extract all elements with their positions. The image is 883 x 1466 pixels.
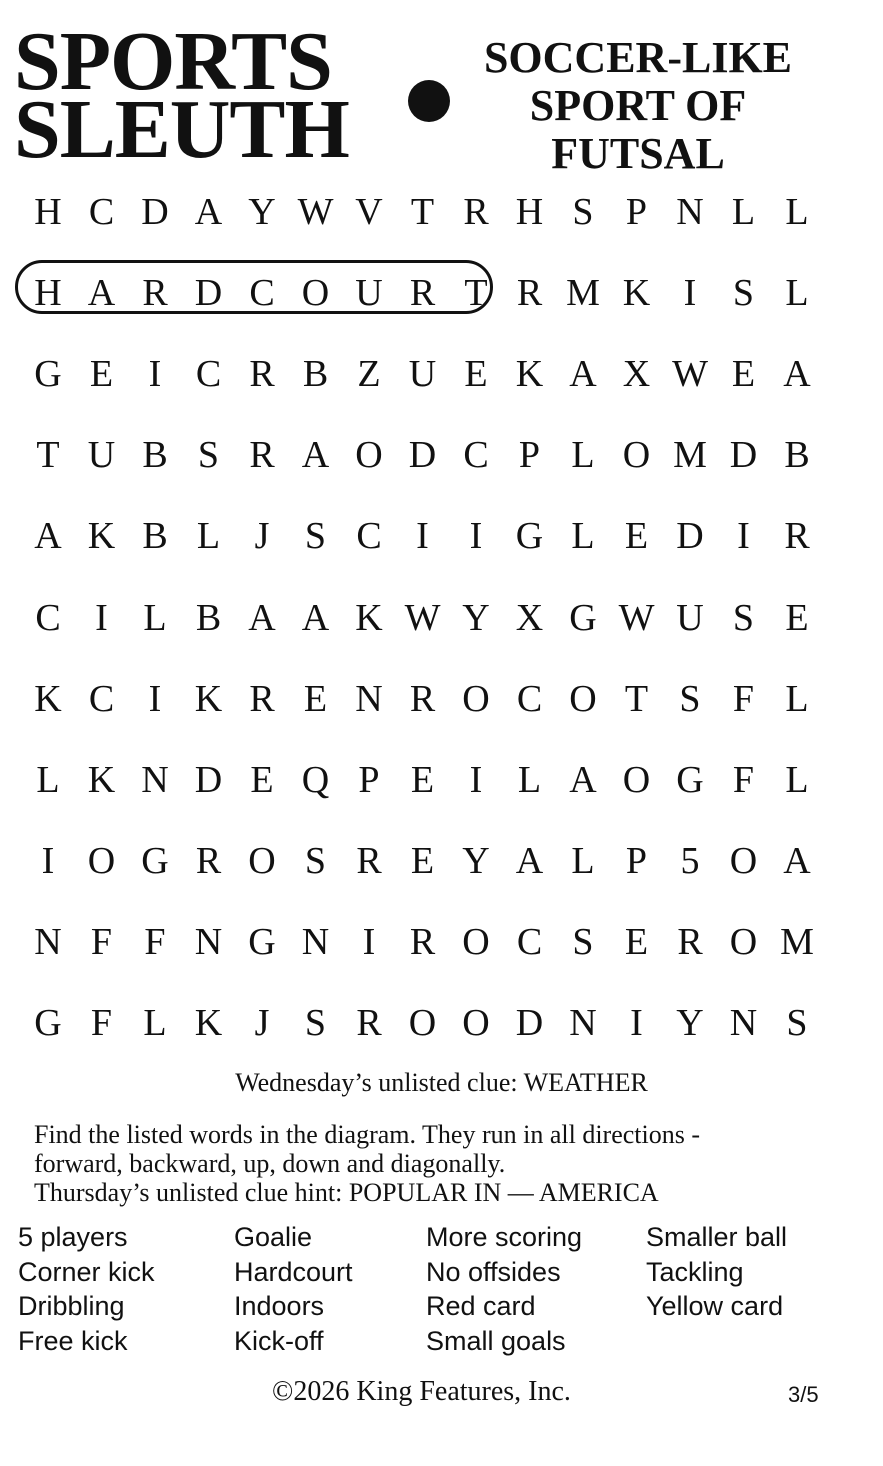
grid-letter: G — [676, 758, 704, 801]
grid-letter: K — [515, 353, 544, 396]
grid-letter: N — [194, 920, 223, 963]
grid-letter: O — [408, 1002, 437, 1044]
grid-letter: H — [515, 191, 544, 233]
instructions-line-2: forward, backward, up, down and diagonally. — [34, 1149, 506, 1178]
grid-letter: P — [625, 191, 648, 233]
grid-letter: I — [469, 758, 483, 801]
grid-letter: A — [248, 596, 276, 639]
grid-letter: I — [95, 596, 108, 639]
grid-letter: G — [515, 515, 544, 558]
grid-letter: T — [410, 191, 435, 233]
grid-letter: R — [784, 515, 810, 558]
grid-letter: K — [622, 272, 651, 315]
grid-letter: O — [569, 677, 597, 720]
grid-letter: D — [676, 515, 704, 558]
grid-letter: S — [304, 839, 327, 882]
word-list-item: Yellow card — [646, 1291, 784, 1321]
grid-letter: I — [416, 515, 429, 558]
word-list-item: Hardcourt — [234, 1256, 353, 1287]
unlisted-clue: Wednesday’s unlisted clue: WEATHER — [235, 1068, 648, 1097]
grid-letter: R — [142, 272, 168, 315]
grid-letter: L — [196, 515, 221, 558]
grid-letter: P — [358, 758, 380, 801]
grid-letter: A — [301, 434, 330, 477]
topic-line-2: SPORT OF — [529, 81, 747, 130]
grid-letter: K — [87, 758, 116, 801]
grid-letter: I — [737, 515, 750, 558]
grid-letter: C — [249, 272, 275, 315]
grid-letter: K — [194, 677, 223, 720]
grid-letter: S — [679, 677, 701, 720]
grid-letter: U — [355, 272, 383, 315]
grid-letter: A — [515, 839, 544, 882]
grid-letter: D — [141, 191, 169, 233]
grid-letter: C — [88, 191, 115, 233]
grid-letter: S — [304, 1002, 327, 1044]
grid-letter: N — [141, 758, 169, 801]
grid-letter: L — [785, 677, 809, 720]
grid-letter: H — [34, 191, 62, 233]
grid-letter: S — [572, 191, 594, 233]
word-list-item: No offsides — [426, 1256, 561, 1287]
grid-letter: R — [409, 272, 436, 315]
grid-letter: E — [89, 353, 114, 396]
grid-letter: G — [34, 1002, 62, 1044]
grid-letter: E — [624, 515, 649, 558]
word-list-item: Dribbling — [18, 1291, 125, 1321]
grid-letter: L — [785, 272, 809, 315]
grid-letter: D — [194, 272, 223, 315]
grid-letter: Y — [248, 191, 276, 233]
grid-letter: K — [34, 677, 62, 720]
grid-letter: L — [571, 515, 595, 558]
instructions-line-3: Thursday’s unlisted clue hint: POPULAR IN — AMERICA — [34, 1178, 659, 1207]
grid-letter: U — [87, 434, 116, 477]
grid-letter: N — [34, 920, 62, 963]
word-list-column-2 — [234, 1220, 353, 1358]
grid-letter: T — [36, 434, 60, 477]
grid-letter: F — [90, 920, 113, 963]
grid-letter: C — [88, 677, 115, 720]
grid-letter: B — [195, 596, 222, 639]
grid-letter: F — [90, 1002, 113, 1044]
grid-letter: W — [672, 353, 708, 396]
copyright-notice: ©2026 King Features, Inc. — [272, 1376, 571, 1407]
grid-letter: O — [622, 434, 651, 477]
grid-letter: I — [683, 272, 697, 315]
grid-letter: I — [630, 1002, 643, 1044]
grid-letter: A — [783, 353, 811, 396]
grid-letter: X — [622, 353, 651, 396]
grid-letter: L — [785, 191, 809, 233]
topic-line-3: FUTSAL — [551, 129, 725, 178]
grid-letter: O — [462, 677, 490, 720]
grid-letter: O — [729, 920, 758, 963]
grid-letter: T — [624, 677, 649, 720]
grid-letter: M — [780, 920, 814, 963]
grid-letter: D — [515, 1002, 544, 1044]
grid-letter: B — [784, 434, 810, 477]
word-list-item: Indoors — [234, 1291, 325, 1321]
grid-letter: I — [362, 920, 376, 963]
grid-letter: R — [409, 677, 436, 720]
grid-letter: A — [194, 191, 223, 233]
grid-letter: K — [87, 515, 116, 558]
word-list-item: Smaller ball — [646, 1222, 788, 1252]
grid-letter: A — [569, 758, 597, 801]
grid-letter: L — [517, 758, 542, 801]
grid-letter: L — [785, 758, 809, 801]
grid-letter: N — [569, 1002, 597, 1044]
grid-letter: E — [731, 353, 756, 396]
word-list-item: Tackling — [646, 1256, 744, 1287]
grid-letter: X — [515, 596, 544, 639]
grid-letter: S — [786, 1002, 808, 1044]
grid-letter: E — [785, 596, 809, 639]
grid-letter: E — [410, 758, 435, 801]
grid-letter: R — [356, 839, 382, 882]
word-list-item: Small goals — [426, 1325, 566, 1356]
grid-letter: O — [87, 839, 116, 882]
grid-letter: O — [248, 839, 276, 882]
word-list-item: Corner kick — [18, 1256, 155, 1287]
grid-letter: L — [36, 758, 60, 801]
grid-letter: K — [355, 596, 383, 639]
grid-letter: R — [463, 191, 489, 233]
grid-letter: C — [35, 596, 61, 639]
grid-letter: U — [676, 596, 704, 639]
grid-letter: O — [622, 758, 651, 801]
title-line-1: SPORTS — [14, 15, 332, 108]
word-list-item: 5 players — [18, 1222, 128, 1252]
word-list-column-1 — [18, 1220, 155, 1358]
grid-letter: M — [673, 434, 707, 477]
grid-letter: H — [34, 272, 62, 315]
grid-letter: G — [141, 839, 169, 882]
word-list-item: Red card — [426, 1291, 536, 1321]
grid-letter: I — [469, 515, 483, 558]
grid-letter: S — [732, 596, 755, 639]
grid-letter: A — [34, 515, 62, 558]
grid-letter: E — [303, 677, 328, 720]
grid-letter: B — [302, 353, 329, 396]
grid-letter: E — [624, 920, 649, 963]
grid-letter: P — [518, 434, 541, 477]
grid-letter: F — [144, 920, 166, 963]
word-list-item: Kick-off — [234, 1325, 324, 1356]
word-list-column-3 — [426, 1220, 582, 1358]
grid-letter: U — [408, 353, 437, 396]
grid-letter: W — [618, 596, 655, 639]
grid-letter: R — [409, 920, 436, 963]
topic-line-1: SOCCER-LIKE — [483, 33, 793, 82]
grid-letter: A — [569, 353, 597, 396]
grid-letter: S — [197, 434, 220, 477]
grid-letter: T — [464, 272, 488, 315]
grid-letter: A — [87, 272, 116, 315]
grid-letter: G — [34, 353, 62, 396]
grid-letter: S — [732, 272, 755, 315]
instructions-line-1: Find the listed words in the diagram. They run in all directions - — [34, 1120, 701, 1149]
grid-letter: O — [462, 1002, 490, 1044]
found-word-circle — [15, 260, 493, 314]
grid-letter: G — [569, 596, 597, 639]
grid-letter: L — [731, 191, 756, 233]
puzzle-date: 3/5 — [788, 1382, 819, 1407]
grid-letter: N — [676, 191, 704, 233]
grid-letter: I — [41, 839, 55, 882]
grid-letter: L — [571, 839, 595, 882]
grid-letter: R — [195, 839, 222, 882]
grid-letter: Y — [676, 1002, 704, 1044]
grid-letter: O — [355, 434, 383, 477]
grid-letter: I — [148, 353, 162, 396]
grid-letter: J — [254, 515, 270, 558]
grid-letter: J — [254, 1002, 270, 1044]
grid-letter: E — [250, 758, 274, 801]
grid-letter: A — [783, 839, 811, 882]
grid-letter: F — [732, 677, 755, 720]
grid-letter: I — [148, 677, 162, 720]
grid-letter: R — [249, 353, 275, 396]
grid-letter: D — [408, 434, 437, 477]
grid-letter: Z — [357, 353, 381, 396]
grid-letter: D — [194, 758, 223, 801]
grid-letter: N — [355, 677, 383, 720]
grid-letter: R — [516, 272, 543, 315]
grid-letter: F — [732, 758, 755, 801]
grid-letter: L — [143, 596, 167, 639]
grid-letter: O — [729, 839, 758, 882]
grid-letter: D — [729, 434, 758, 477]
grid-letter: S — [572, 920, 594, 963]
grid-letter: R — [249, 434, 275, 477]
word-list-item: Goalie — [234, 1222, 313, 1252]
grid-letter: S — [304, 515, 327, 558]
grid-letter: M — [566, 272, 600, 315]
grid-letter: C — [195, 353, 222, 396]
grid-letter: N — [301, 920, 330, 963]
grid-letter: Y — [462, 596, 490, 639]
grid-letter: O — [462, 920, 490, 963]
grid-letter: E — [464, 353, 488, 396]
title-line-2: SLEUTH — [14, 83, 349, 176]
grid-letter: P — [625, 839, 648, 882]
grid-letter: C — [516, 677, 543, 720]
word-list-item: Free kick — [18, 1325, 128, 1356]
grid-letter: Y — [462, 839, 490, 882]
grid-letter: W — [404, 596, 441, 639]
grid-letter: L — [143, 1002, 167, 1044]
grid-letter: C — [356, 515, 382, 558]
grid-letter: V — [355, 191, 383, 233]
grid-letter: E — [410, 839, 435, 882]
grid-letter: B — [142, 515, 168, 558]
word-list-item: More scoring — [426, 1222, 583, 1252]
grid-letter: A — [301, 596, 330, 639]
grid-letter: B — [142, 434, 168, 477]
grid-letter: R — [249, 677, 275, 720]
instructions — [34, 1120, 854, 1207]
grid-letter: O — [301, 272, 330, 315]
grid-letter: R — [677, 920, 703, 963]
grid-letter: N — [729, 1002, 758, 1044]
grid-letter: Q — [301, 758, 330, 801]
grid-letter: G — [248, 920, 276, 963]
word-list-column-4 — [646, 1220, 787, 1324]
grid-letter: L — [571, 434, 595, 477]
grid-letter: K — [194, 1002, 223, 1044]
grid-letter: R — [356, 1002, 382, 1044]
grid-letter: W — [297, 191, 334, 233]
grid-letter: 5 — [680, 839, 700, 882]
grid-letter: C — [463, 434, 489, 477]
grid-letter: C — [516, 920, 543, 963]
